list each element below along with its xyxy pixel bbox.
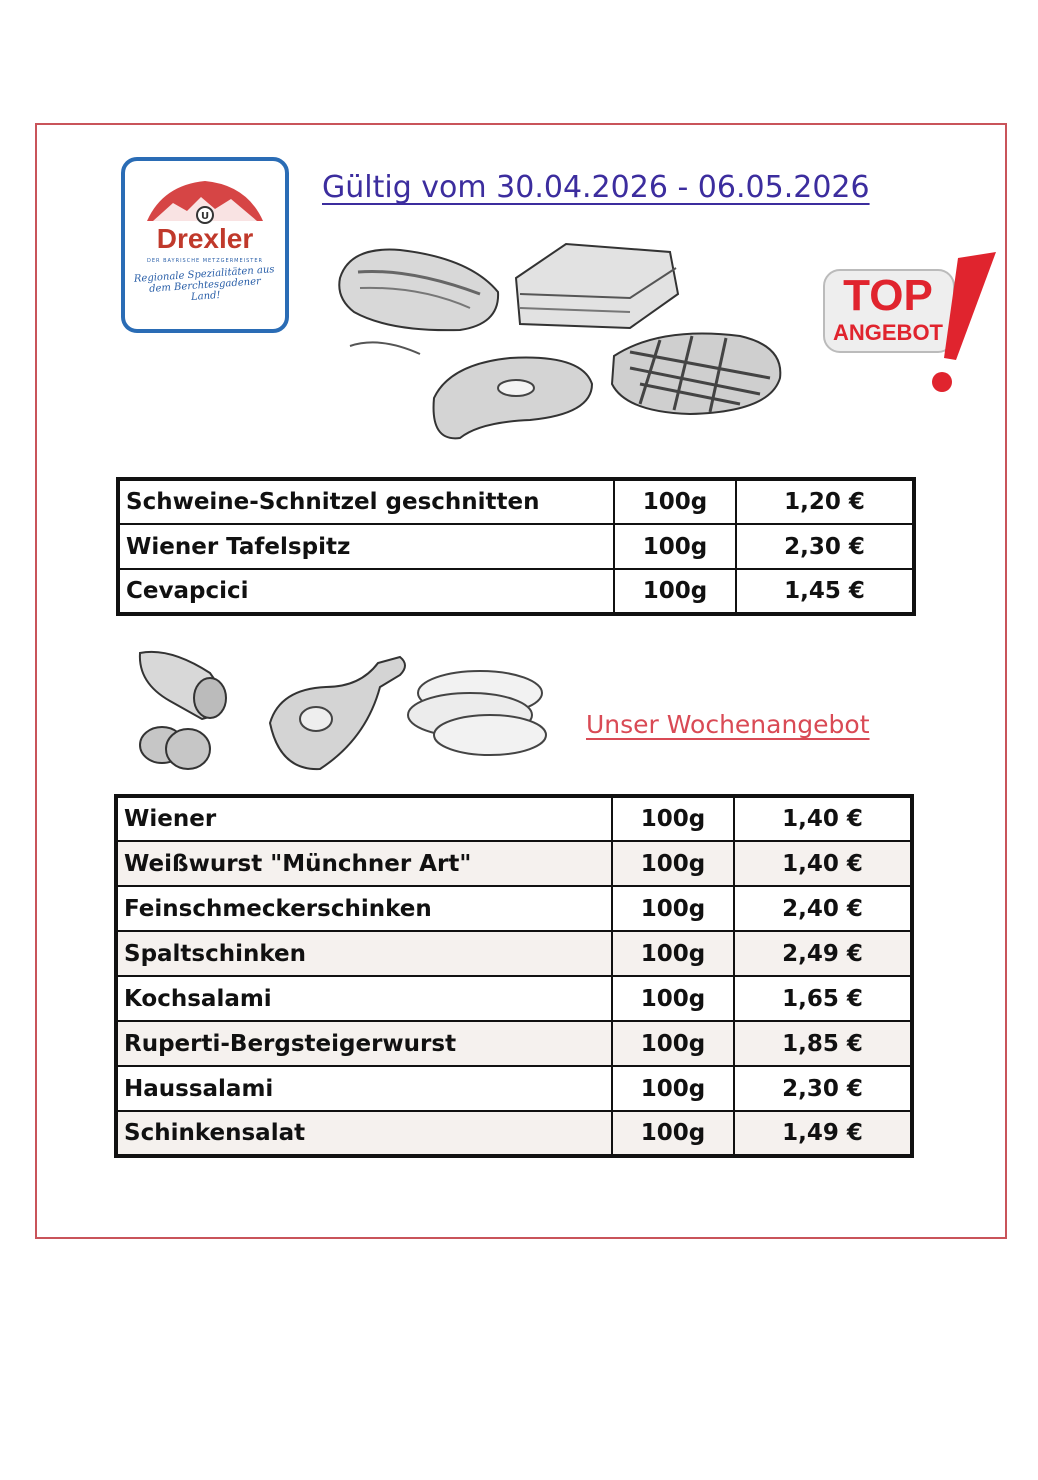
product-name: Schinkensalat bbox=[116, 1111, 612, 1156]
product-name: Kochsalami bbox=[116, 976, 612, 1021]
badge-line2: ANGEBOT bbox=[833, 320, 943, 345]
product-name: Weißwurst "Münchner Art" bbox=[116, 841, 612, 886]
badge-line1: TOP bbox=[843, 271, 933, 320]
validity-dates: Gültig vom 30.04.2026 - 06.05.2026 bbox=[322, 170, 870, 205]
logo-tagline: Regionale Spezialitäten aus dem Berchtesgadener Land! bbox=[133, 264, 275, 303]
drexler-logo bbox=[121, 157, 289, 333]
wiener-sausages-icon bbox=[408, 671, 546, 755]
product-price: 1,20 € bbox=[736, 479, 914, 524]
product-name: Wiener Tafelspitz bbox=[118, 524, 614, 569]
top-offer-badge bbox=[818, 248, 1000, 398]
product-name: Cevapcici bbox=[118, 569, 614, 614]
table-row bbox=[118, 569, 914, 614]
weekly-offers-table bbox=[114, 794, 914, 1158]
product-qty: 100g bbox=[612, 931, 734, 976]
product-qty: 100g bbox=[612, 1021, 734, 1066]
product-price: 2,49 € bbox=[734, 931, 912, 976]
product-price: 1,40 € bbox=[734, 796, 912, 841]
table-row bbox=[116, 886, 912, 931]
product-qty: 100g bbox=[612, 796, 734, 841]
logo-subtitle: DER BAYRISCHE METZGERMEISTER bbox=[147, 258, 263, 264]
product-name: Haussalami bbox=[116, 1066, 612, 1111]
product-name: Schweine-Schnitzel geschnitten bbox=[118, 479, 614, 524]
product-qty: 100g bbox=[612, 976, 734, 1021]
exclamation-icon bbox=[944, 252, 996, 360]
tbone-steak-icon bbox=[434, 358, 592, 439]
table-row bbox=[116, 976, 912, 1021]
mountain-icon bbox=[143, 175, 267, 225]
product-price: 2,30 € bbox=[736, 524, 914, 569]
top-offers-table bbox=[116, 477, 916, 616]
product-price: 1,40 € bbox=[734, 841, 912, 886]
product-price: 1,65 € bbox=[734, 976, 912, 1021]
product-qty: 100g bbox=[612, 841, 734, 886]
product-qty: 100g bbox=[612, 1111, 734, 1156]
product-name: Spaltschinken bbox=[116, 931, 612, 976]
product-price: 2,30 € bbox=[734, 1066, 912, 1111]
salami-icon bbox=[140, 652, 226, 769]
product-qty: 100g bbox=[612, 886, 734, 931]
steak-icon bbox=[339, 250, 498, 354]
table-row bbox=[118, 524, 914, 569]
product-price: 1,85 € bbox=[734, 1021, 912, 1066]
product-name: Wiener bbox=[116, 796, 612, 841]
weekly-offer-title: Unser Wochenangebot bbox=[586, 710, 870, 739]
grilled-steak-icon bbox=[612, 334, 780, 415]
product-price: 1,45 € bbox=[736, 569, 914, 614]
product-qty: 100g bbox=[614, 524, 736, 569]
bacon-icon bbox=[516, 244, 678, 328]
product-qty: 100g bbox=[612, 1066, 734, 1111]
table-row bbox=[118, 479, 914, 524]
table-row bbox=[116, 1066, 912, 1111]
svg-text:U: U bbox=[200, 211, 210, 222]
meat-illustration bbox=[330, 228, 800, 450]
logo-brand: Drexler bbox=[156, 223, 254, 254]
table-row bbox=[116, 841, 912, 886]
product-name: Feinschmeckerschinken bbox=[116, 886, 612, 931]
table-row bbox=[116, 1021, 912, 1066]
table-row bbox=[116, 931, 912, 976]
ham-icon bbox=[270, 657, 405, 769]
product-price: 2,40 € bbox=[734, 886, 912, 931]
product-qty: 100g bbox=[614, 569, 736, 614]
sausage-illustration bbox=[130, 643, 560, 778]
product-qty: 100g bbox=[614, 479, 736, 524]
product-price: 1,49 € bbox=[734, 1111, 912, 1156]
table-row bbox=[116, 1111, 912, 1156]
product-name: Ruperti-Bergsteigerwurst bbox=[116, 1021, 612, 1066]
table-row bbox=[116, 796, 912, 841]
